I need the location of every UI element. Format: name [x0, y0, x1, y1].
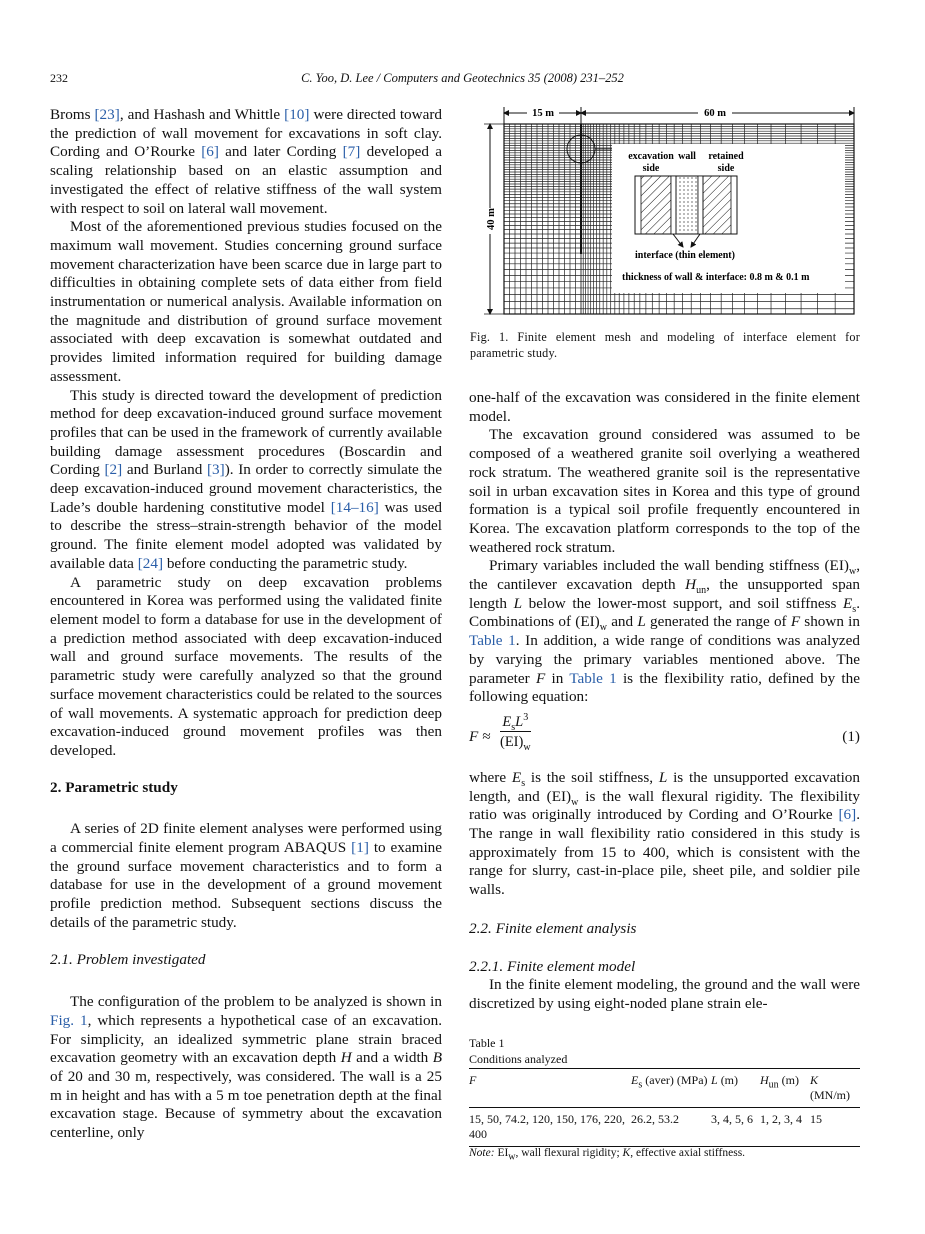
equation-number: (1) [842, 727, 860, 745]
label-thickness: thickness of wall & interface: 0.8 m & 0.1 m [622, 272, 810, 283]
paragraph: Most of the aforementioned previous studies focused on the maximum wall movement. Studies concerning ground surface movement characterization have been scarce due in large part to difficulties in obtaining complete sets of data either from field instrumentation or numerical analysis. Available information on the magnitude and distribution of ground surface movement associated with deep excavation is somewhat outdated and provides limited information required for building damage assessment. [50, 218, 442, 385]
subsection-heading: 2.2. Finite element analysis [469, 919, 637, 937]
label-interface: interface (thin element) [635, 250, 735, 261]
table-link[interactable]: Table 1 [469, 632, 516, 650]
section-heading: 2. Parametric study [50, 778, 178, 796]
finite-element-mesh-figure [478, 104, 862, 317]
table-cell: 3, 4, 5, 6 [711, 1112, 753, 1126]
label-retained: retained [708, 151, 744, 162]
table-row [469, 1108, 860, 1147]
table-cell: 26.2, 53.2 [631, 1112, 679, 1126]
paragraph: This study is directed toward the development of prediction method for deep excavation-induced ground surface movement profiles that can be used in the framework of currently available building damage assessment procedures (Boscardin and Cording [2] and Burland [3]). In order to correctly simulate the deep excavation-induced ground movement characteristics, the Lade’s double hardening constitutive model [14–16] was used to describe the stress–strain-strength behavior of the model ground. The finite element model adopted was validated by available data [24] before conducting the parametric study. [50, 386, 442, 572]
table-note: Note: $EI_w$, wall flexural rigidity; K, effective axial stiffness. [469, 1147, 746, 1163]
left-column [50, 106, 442, 1143]
soil-retained-side [703, 176, 731, 234]
citation-link[interactable]: [10] [284, 106, 310, 123]
label-retained-side: side [717, 163, 735, 174]
table-link[interactable]: Table 1 [569, 669, 617, 687]
paragraph: The excavation ground considered was assumed to be composed of a weathered granite soil overlying a weathered rock stratum. The weathered granite soil is the representative soil in urban excavation sites in Korea and this type of ground formation is a typical soil profile frequently encountered in Korea. The excavation platform corresponds to the top of the weathered rock stratum. [469, 426, 860, 556]
paragraph: where $E_s$ is the soil stiffness, L is the unsupported excavation length, and $(EI)_w$ is the wall flexural rigidity. The flexibility ratio was originally introduced by Cording and O’Rourke [6]. The range in wall flexibility ratio considered in this study is approximately from 15 to 400, which is consistent with the range for slurry, cast-in-place pile, sheet pile, and soldier pile walls. [469, 768, 860, 899]
paragraph: one-half of the excavation was considered in the finite element model. [469, 389, 860, 425]
paragraph: A parametric study on deep excavation problems encountered in Korea was performed using the validated finite element model to form a database for use in the development of a prediction method associated with deep excavation-induced wall and ground surface movements. The results of the parametric study were carefully analyzed so that the ground surface movement characteristics could be related to the sources of wall movements. A systematic approach for prediction deep excavation-induced ground movement profiles was then developed. [50, 573, 442, 759]
table-cell: 1, 2, 3, 4 [760, 1112, 802, 1126]
dimension-label-60m: 60 m [704, 108, 726, 119]
paragraph: The configuration of the problem to be analyzed is shown in Fig. 1, which represents a hypothetical case of an excavation. For simplicity, an idealized symmetric plane strain braced excavation geometry with an excavation depth H and a width B of 20 and 30 m, respectively, was considered. The wall is a 25 m in height and has with a 5 m toe penetration depth at the final excavation stage. Because of symmetry about the excavation centerline, only [50, 993, 443, 1142]
subsubsection-heading: 2.2.1. Finite element model [469, 957, 636, 975]
label-excavation: excavation [628, 151, 674, 162]
paragraph: A series of 2D finite element analyses were performed using a commercial finite element program ABAQUS [1] to examine the ground surface movement characteristics and to form a database for use in the development of a ground movement profile prediction method. Subsequent sections discuss the details of the parametric study. [50, 820, 442, 931]
figure-link[interactable]: Fig. 1 [50, 1011, 88, 1029]
table-header-row: F $E_s$ (aver) (MPa) L (m) $H_{un}$ (m) K (MN/m) [469, 1069, 860, 1108]
citation-link[interactable]: [14–16] [330, 498, 379, 516]
conditions-table [469, 1068, 860, 1147]
citation-link[interactable]: [6] [201, 143, 219, 161]
table-title: Table 1 Conditions analyzed [469, 1036, 568, 1066]
dimension-label-40m: 40 m [486, 208, 497, 230]
interface-left [671, 176, 676, 234]
right-column [469, 389, 860, 1014]
citation-link[interactable]: [3] [207, 461, 225, 479]
label-excavation-side: side [642, 163, 660, 174]
page-number: 232 [50, 71, 68, 85]
citation-link[interactable]: [6] [838, 806, 857, 824]
dimension-label-15m: 15 m [532, 108, 554, 119]
subsection-heading: 2.1. Problem investigated [50, 950, 206, 968]
running-title: C. Yoo, D. Lee / Computers and Geotechnics 35 (2008) 231–252 [301, 71, 624, 85]
wall-element [676, 176, 698, 234]
paragraph: Primary variables included the wall bending stiffness $(EI)_w$, the cantilever excavation depth $H_{un}$, the unsupported span length L below the lower-most support, and soil stiffness $E_s$. Combinations of $(EI)_w$ and L generated the range of F shown in Table 1. In addition, a wide range of conditions was analyzed by varying the primary variables mentioned above. The parameter F in Table 1 is the flexibility ratio, defined by the following equation: [469, 557, 860, 706]
citation-link[interactable]: [7] [342, 143, 361, 161]
paragraph: Broms [23], and Hashash and Whittle [10] were directed toward the prediction of wall movement for excavations in soft clay. Cording and O’Rourke [6] and later Cording [7] developed a scaling relationship based on an elastic assumption and investigated the effect of relative stiffness of the wall system with respect to soil on lateral wall movement. [50, 106, 442, 217]
soil-excavation-side [641, 176, 671, 234]
citation-link[interactable]: [2] [104, 461, 123, 479]
citation-link[interactable]: [24] [137, 554, 164, 572]
paragraph: In the finite element modeling, the ground and the wall were discretized by using eight-noded plane strain ele- [469, 976, 860, 1012]
citation-link[interactable]: [1] [351, 839, 369, 857]
table-cell: 15 [810, 1112, 822, 1126]
figure-caption: Fig. 1. Finite element mesh and modeling of interface element for parametric study. [470, 330, 860, 360]
citation-link[interactable]: [23] [94, 106, 120, 123]
table-cell: 15, 50, 74.2, 120, 150, 176, 220, 400 [469, 1112, 625, 1141]
equation-1: F ≈ $E_sL^3$ $(EI)_w$ (1) [469, 712, 860, 753]
interface-right [698, 176, 703, 234]
label-wall: wall [678, 151, 696, 162]
